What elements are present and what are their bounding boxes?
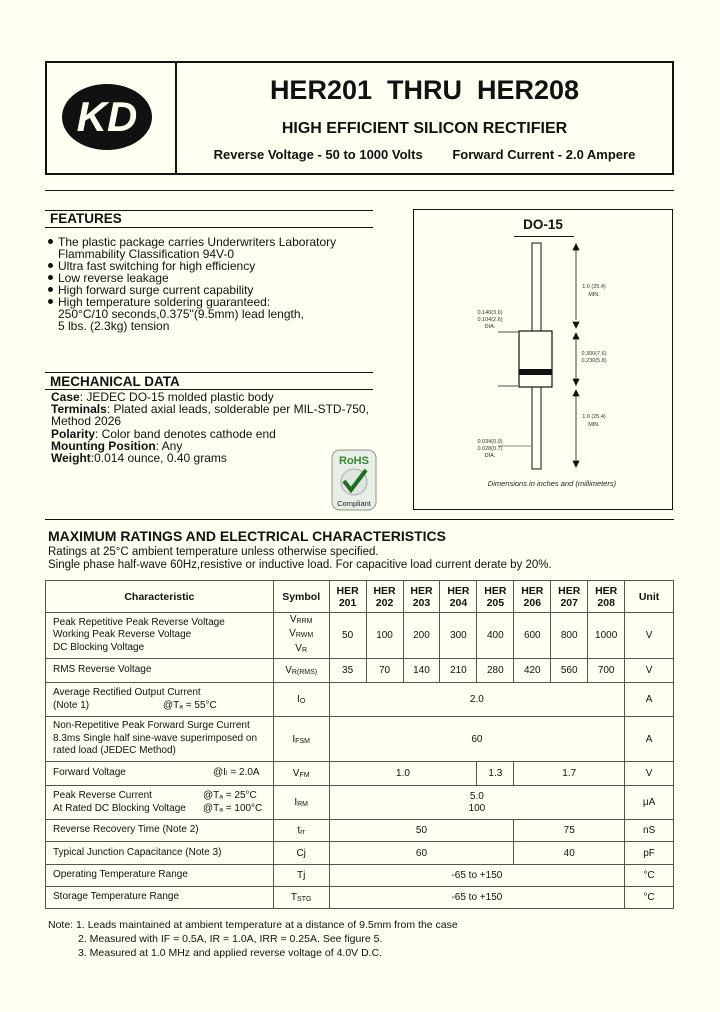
page-title: HER201 THRU HER208: [269, 75, 580, 105]
case-value: : JEDEC DO-15 molded plastic body: [79, 390, 274, 404]
header-box: [45, 61, 674, 175]
dim-lead-length: 1.0 (25.4): [582, 284, 606, 290]
case-label: Case: [51, 390, 80, 404]
table-row: Operating Temperature Range Tj -65 to +150 °C: [46, 865, 674, 887]
dim-body-dia-max: 0.140(3.6): [477, 310, 503, 316]
note-3: 3. Measured at 1.0 MHz and applied reverse voltage of 4.0V D.C.: [78, 947, 383, 959]
table-row: Average Rectified Output Current (Note 1) @Tₐ = 55°C $I_O$ 2.0 A: [46, 683, 674, 717]
polarity-label: Polarity: [51, 426, 96, 441]
dim-min-2: MIN.: [588, 422, 600, 428]
ratings-rule: [45, 519, 674, 520]
table-row: Typical Junction Capacitance (Note 3) Cj 60 40 pF: [46, 842, 674, 865]
cathode-band: [519, 369, 552, 375]
table-row: Peak Repetitive Peak Reverse Voltage Working Peak Reverse Voltage DC Blocking Voltage $V_{RRM}$ $V_{RWM}$ $V_R$ 50 100 200 300 400 600 800 1000 V: [46, 613, 674, 659]
table-row: Reverse Recovery Time (Note 2) $t_{rr}$ 50 75 nS: [46, 820, 674, 842]
ratings-heading: MAXIMUM RATINGS AND ELECTRICAL CHARACTERISTICS: [48, 528, 446, 544]
col-unit: Unit: [625, 581, 674, 613]
dim-lead-dia-min: 0.028(0.7): [477, 446, 503, 452]
ratings-table: [45, 580, 674, 909]
feature-item: Ultra fast switching for high efficiency: [48, 260, 336, 272]
col-part: HER 206: [514, 581, 551, 613]
diode-body: [519, 331, 552, 387]
feature-item-cont: 250°C/10 seconds,0.375"(9.5mm) lead length,: [58, 307, 304, 321]
col-part: HER 201: [329, 581, 366, 613]
feature-item: The plastic package carries Underwriters Laboratory: [48, 236, 336, 248]
header-rule: [45, 190, 674, 191]
terminals-value: : Plated axial leads, solderable per MIL-STD-750,: [106, 402, 369, 417]
rohs-text: RoHS: [339, 455, 369, 467]
features-line-bottom: [45, 227, 373, 228]
logo-text: KD: [76, 93, 138, 140]
feature-item: High temperature soldering guaranteed:: [48, 296, 336, 308]
rohs-badge: [330, 448, 378, 512]
note-1: Note: 1. Leads maintained at ambient temperature at a distance of 9.5mm from the case: [48, 919, 458, 931]
dim-dia: DIA.: [484, 324, 496, 330]
dim-min: MIN.: [588, 292, 600, 298]
table-row: Storage Temperature Range $T_{STG}$ -65 to +150 °C: [46, 887, 674, 909]
dim-lead-dia-max: 0.034(0.9): [477, 439, 503, 445]
top-lead: [532, 243, 541, 331]
table-row: Forward Voltage @Iₗ = 2.0A $V_{FM}$ 1.0 1.3 1.7 V: [46, 762, 674, 786]
dim-lead-length-2: 1.0 (25.4): [582, 414, 606, 420]
col-characteristic: Characteristic: [46, 581, 274, 613]
col-part: HER 207: [551, 581, 588, 613]
mechanical-line-top: [45, 372, 373, 373]
page-subtitle: HIGH EFFICIENT SILICON RECTIFIER: [281, 120, 568, 137]
notes: [48, 918, 458, 960]
package-box: [413, 209, 673, 510]
weight-label: Weight: [51, 451, 91, 466]
forward-current-spec: Forward Current - 2.0 Ampere: [452, 147, 636, 162]
mechanical-data: [51, 391, 369, 464]
package-title: DO-15: [523, 217, 563, 232]
weight-value: :0.014 ounce, 0.40 grams: [90, 451, 227, 466]
dim-body-len-min: 0.230(5.8): [581, 358, 607, 364]
dim-dia-2: DIA.: [484, 453, 496, 459]
table-row: Non-Repetitive Peak Forward Surge Current 8.3ms Single half sine-wave superimposed on rated load (JEDEC Method) $I_{FSM}$ 60 A: [46, 717, 674, 762]
mechanical-heading: MECHANICAL DATA: [50, 374, 180, 389]
note-2: 2. Measured with IF = 0.5A, IR = 1.0A, IRR = 0.25A. See figure 5.: [78, 933, 383, 945]
ratings-condition-2: Single phase half-wave 60Hz,resistive or inductive load. For capacitive load current derate by 20%.: [48, 559, 552, 571]
col-part: HER 208: [588, 581, 625, 613]
col-symbol: Symbol: [273, 581, 329, 613]
table-row: RMS Reverse Voltage $V_{R(RMS)}$ 35 70 140 210 280 420 560 700 V: [46, 659, 674, 683]
table-header-row: [46, 581, 674, 613]
feature-item: High forward surge current capability: [48, 284, 336, 296]
dim-body-dia-min: 0.104(2.6): [477, 317, 503, 323]
features-list: [48, 236, 336, 332]
col-part: HER 205: [477, 581, 514, 613]
col-part: HER 202: [366, 581, 403, 613]
spec-line: [177, 147, 672, 162]
table-row: Peak Reverse Current @Tₐ = 25°C At Rated DC Blocking Voltage @Tₐ = 100°C $I_{RM}$ 5.0 100 μA: [46, 786, 674, 820]
compliant-text: Compliant: [337, 499, 371, 508]
feature-item-cont: 5 lbs. (2.3kg) tension: [58, 319, 170, 333]
features-heading: FEATURES: [50, 211, 122, 226]
terminals-cont: Method 2026: [51, 414, 122, 429]
features-line-top: [45, 210, 373, 211]
polarity-value: : Color band denotes cathode end: [95, 426, 276, 441]
terminals-label: Terminals: [51, 402, 107, 417]
col-part: HER 203: [403, 581, 440, 613]
mounting-label: Mounting Position: [51, 438, 156, 453]
feature-item: Low reverse leakage: [48, 272, 336, 284]
package-caption: Dimensions in inches and (millimeters): [487, 479, 617, 488]
col-part: HER 204: [440, 581, 477, 613]
kd-logo: [57, 78, 157, 156]
dim-body-len-max: 0.300(7.6): [581, 351, 607, 357]
mounting-value: : Any: [155, 438, 183, 453]
do15-drawing: [414, 210, 672, 508]
ratings-condition-1: Ratings at 25°C ambient temperature unless otherwise specified.: [48, 546, 379, 558]
bottom-lead: [532, 387, 541, 469]
reverse-voltage-spec: Reverse Voltage - 50 to 1000 Volts: [213, 147, 423, 162]
feature-item-cont: Flammability Classification 94V-0: [58, 247, 235, 261]
